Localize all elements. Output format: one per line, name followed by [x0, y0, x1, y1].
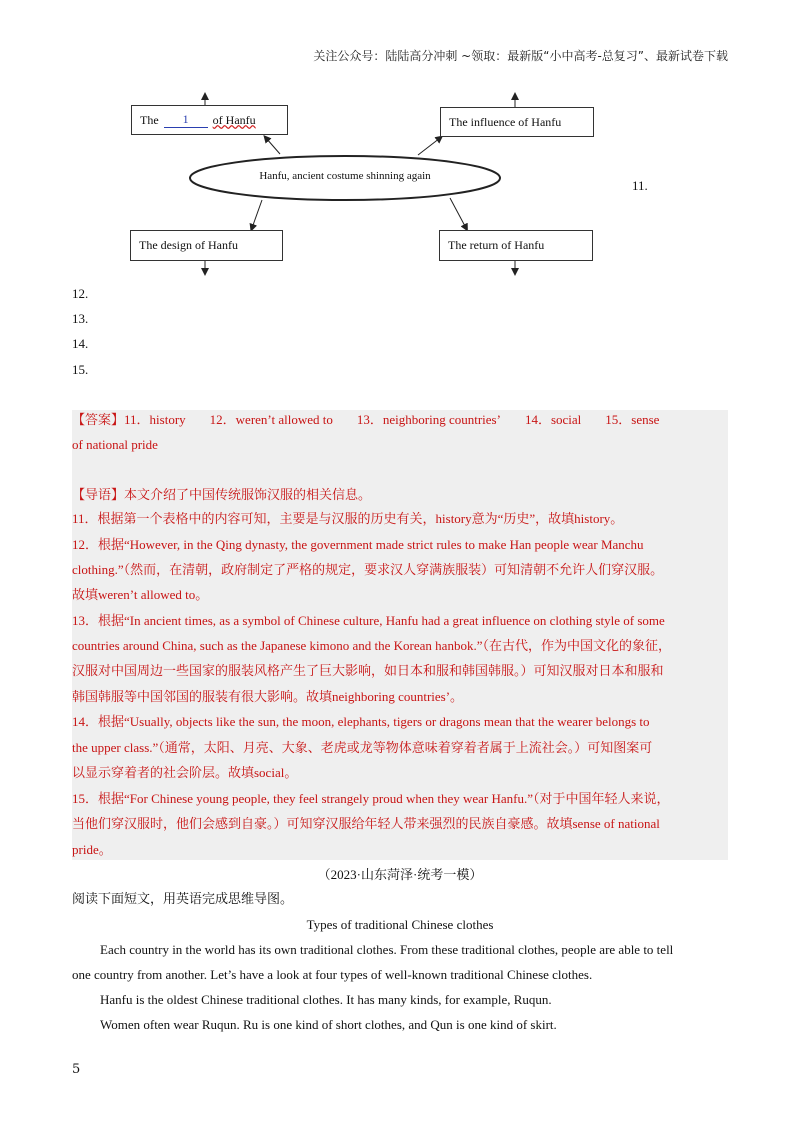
- explanation-line: 11．根据第一个表格中的内容可知，主要是与汉服的历史有关，history意为“历史”，故填history。: [72, 511, 624, 526]
- explanation-line: clothing.”（然而，在清朝，政府制定了严格的规定，要求汉人穿满族服装）可知清朝不允许人们穿汉服。: [72, 562, 664, 577]
- page-number: 5: [72, 1062, 81, 1077]
- explanation-line: 13．根据“In ancient times, as a symbol of Chinese culture, Hanfu had a great influence on clothing style of some: [72, 613, 665, 628]
- answer-blank-1: 1: [164, 112, 208, 128]
- passage-title: Types of traditional Chinese clothes: [306, 917, 494, 932]
- explanation-line: 韩国韩服等中国邻国的服装有很大影响。故填neighboring countries’。: [72, 689, 464, 704]
- mind-map-center-label: Hanfu, ancient costume shinning again: [259, 170, 431, 182]
- passage-paragraph: Women often wear Ruqun. Ru is one kind of short clothes, and Qun is one kind of skirt.: [100, 1017, 557, 1032]
- answer-item: 11．history: [124, 412, 186, 427]
- passage-paragraph: Hanfu is the oldest Chinese traditional clothes. It has many kinds, for example, Ruqun.: [100, 992, 552, 1007]
- mind-map-box-influence: [440, 107, 594, 137]
- passage-paragraph: one country from another. Let’s have a look at four types of well-known traditional Chinese clothes.: [72, 967, 593, 982]
- explanation-line: 汉服对中国周边一些国家的服装风格产生了巨大影响，如日本和服和韩国韩服。）可知汉服对日本和服和: [72, 663, 664, 678]
- arrow-center-to-top-right: [418, 138, 440, 155]
- explanation-line: 当他们穿汉服时，他们会感到自豪。）可知穿汉服给年轻人带来强烈的民族自豪感。故填sense of national: [72, 816, 660, 831]
- arrow-center-to-bottom-right: [450, 198, 466, 228]
- arrow-center-to-bottom-left: [252, 200, 262, 228]
- box-suffix: of Hanfu: [212, 112, 256, 127]
- explanation-line: the upper class.”（通常，太阳、月亮、大象、老虎或龙等物体意味着穿着者属于上流社会。）可知图案可: [72, 740, 653, 755]
- explanation-line: 14．根据“Usually, objects like the sun, the moon, elephants, tigers or dragons mean that the wearer belongs to: [72, 714, 650, 729]
- answer-item: 15．sense: [605, 412, 660, 427]
- answer-item: 13．neighboring countries’: [356, 412, 501, 427]
- explanation-line: pride。: [72, 842, 112, 857]
- arrow-center-to-top-left: [266, 138, 280, 154]
- answer-label: 【答案】: [72, 412, 125, 427]
- box-label: The design of Hanfu: [139, 238, 238, 252]
- answer-continuation: of national pride: [72, 437, 158, 452]
- mind-map-box-history: [131, 105, 288, 135]
- mind-map: [0, 0, 800, 280]
- explanation-line: 故填weren’t allowed to。: [72, 587, 209, 602]
- box-label: The influence of Hanfu: [449, 114, 562, 129]
- page-header: 关注公众号：陆陆高分冲刺 ~领取：最新版“小中高考-总复习”、最新试卷下载: [313, 49, 728, 63]
- mind-map-box-return: [439, 230, 593, 261]
- answer-item: 12．weren’t allowed to: [209, 412, 333, 427]
- question-source: （2023·山东菏泽·统考一模）: [317, 867, 483, 882]
- explanation-line: countries around China, such as the Japanese kimono and the Korean hanbok.”（在古代，作为中国文化的象征，: [72, 638, 671, 653]
- answer-line: [72, 411, 732, 429]
- question-number-15: 15.: [72, 362, 89, 377]
- mind-map-connectors: [0, 0, 800, 280]
- box-prefix: The: [140, 112, 159, 127]
- question-number-13: 13.: [72, 311, 89, 326]
- question-instruction: 阅读下面短文，用英语完成思维导图。: [72, 891, 294, 906]
- passage-paragraph: Each country in the world has its own traditional clothes. From these traditional clothes, people are able to tell: [100, 942, 674, 957]
- explanation-line: 以显示穿着者的社会阶层。故填social。: [72, 765, 298, 780]
- question-number-14: 14.: [72, 336, 89, 351]
- answer-item: 14．social: [524, 412, 582, 427]
- explanation-intro: 【导语】本文介绍了中国传统服饰汉服的相关信息。: [72, 487, 372, 502]
- explanation-line: 15．根据“For Chinese young people, they feel strangely proud when they wear Hanfu.”（对于中国年轻人来说，: [72, 791, 670, 806]
- mind-map-box-design: [130, 230, 283, 261]
- explanation-line: 12．根据“However, in the Qing dynasty, the government made strict rules to make Han people wear Manchu: [72, 537, 644, 552]
- question-number-12: 12.: [72, 286, 89, 301]
- question-number-11: 11.: [632, 178, 648, 193]
- box-label: The return of Hanfu: [448, 238, 545, 252]
